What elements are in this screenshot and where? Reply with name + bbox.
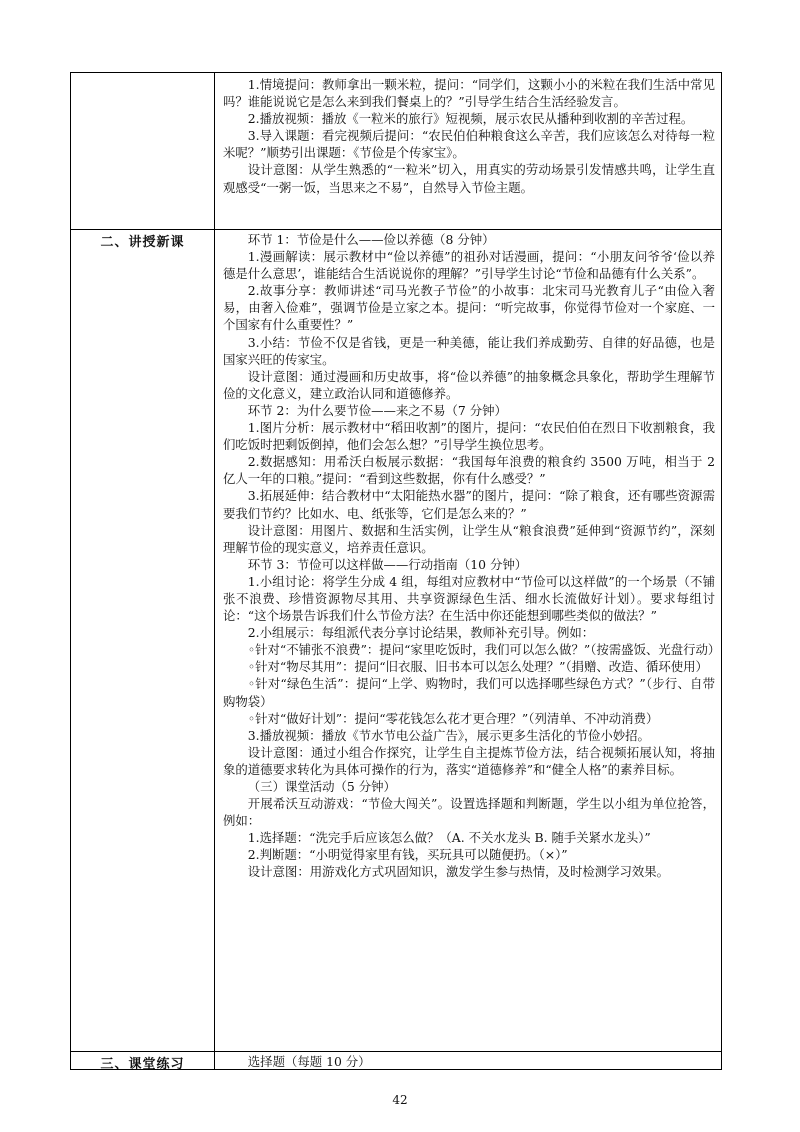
paragraph: 2.判断题：“小明觉得家里有钱，买玩具可以随便扔。（×）” — [247, 847, 568, 863]
paragraph: 3.导入课题：看完视频后提问：“农民伯伯种粮食这么辛苦，我们应该怎么对待每一粒米呢？”顺势引出课题：《节俭是个传家宝》。 — [223, 128, 715, 161]
page-number: 42 — [392, 1093, 408, 1107]
paragraph: 2.小组展示：每组派代表分享讨论结果，教师补充引导。例如： — [247, 625, 595, 641]
lesson-plan-table — [70, 72, 722, 1070]
paragraph: 2.数据感知：用希沃白板展示数据：“我国每年浪费的粮食约 3500 万吨，相当于 2 亿人一年的口粮。”提问：“看到这些数据，你有什么感受？” — [223, 454, 715, 487]
paragraph: 设计意图：通过漫画和历史故事，将“俭以养德”的抽象概念具象化，帮助学生理解节俭的文化意义，建立政治认同和道德修养。 — [223, 368, 715, 401]
row-divider — [71, 1051, 721, 1052]
exercise-cell — [223, 1053, 715, 1070]
section-label-exercise: 三、课堂练习 — [100, 1057, 185, 1072]
intro-cell — [223, 76, 715, 196]
paragraph: 3.播放视频：播放《节水节电公益广告》，展示更多生活化的节俭小妙招。 — [247, 727, 650, 743]
paragraph: 2.播放视频：播放《一粒米的旅行》短视频，展示农民从播种到收割的辛苦过程。 — [247, 111, 694, 127]
section-label-teaching: 二、讲授新课 — [100, 235, 185, 250]
row-divider — [71, 229, 721, 230]
paragraph: 开展希沃互动游戏：“节俭大闯关”。设置选择题和判断题，学生以小组为单位抢答，例如： — [223, 796, 715, 829]
list-item: ◦针对“绿色生活”：提问“上学、购物时，我们可以选择哪些绿色方式？”（步行、自带购物袋） — [223, 676, 715, 709]
paragraph: 1.小组讨论：将学生分成 4 组，每组对应教材中“节俭可以这样做”的一个场景（不铺张不浪费、珍惜资源物尽其用、共享资源绿色生活、细水长流做好计划）。要求每组讨论：“这个场景告诉我们什么节俭方法？在生活中你还能想到哪些类似的做法？” — [223, 573, 715, 624]
paragraph: 1.漫画解读：展示教材中“俭以养德”的祖孙对话漫画，提问：“小朋友问爷爷‘俭以养德是什么意思’，谁能结合生活说说你的理解？”引导学生讨论“节俭和品德有什么关系”。 — [223, 249, 715, 282]
section-heading: 环节 2：为什么要节俭——来之不易（7 分钟） — [247, 402, 507, 418]
paragraph: 1.情境提问：教师拿出一颗米粒，提问：“同学们，这颗小小的米粒在我们生活中常见吗？谁能说说它是怎么来到我们餐桌上的？”引导学生结合生活经验发言。 — [223, 77, 715, 110]
paragraph: 3.拓展延伸：结合教材中“太阳能热水器”的图片，提问：“除了粮食，还有哪些资源需要我们节约？比如水、电、纸张等，它们是怎么来的？” — [223, 488, 715, 521]
paragraph: 1.图片分析：展示教材中“稻田收割”的图片，提问：“农民伯伯在烈日下收割粮食，我们吃饭时把剩饭倒掉，他们会怎么想？”引导学生换位思考。 — [223, 420, 715, 453]
paragraph: 设计意图：用图片、数据和生活实例，让学生从“粮食浪费”延伸到“资源节约”，深刻理解节俭的现实意义，培养责任意识。 — [223, 522, 715, 555]
list-item: ◦针对“做好计划”：提问“零花钱怎么花才更合理？”（列清单、不冲动消费） — [247, 710, 659, 726]
section-heading: 环节 1：节俭是什么——俭以养德（8 分钟） — [247, 232, 495, 247]
column-divider — [214, 73, 215, 1069]
paragraph: 选择题（每题 10 分） — [247, 1054, 371, 1069]
paragraph: 设计意图：通过小组合作探究，让学生自主提炼节俭方法，结合视频拓展认知，将抽象的道德要求转化为具体可操作的行为，落实“道德修养”和“健全人格”的素养目标。 — [223, 744, 715, 777]
paragraph: 2.故事分享：教师讲述“司马光教子节俭”的小故事：北宋司马光教育儿子“由俭入奢易，由奢入俭难”，强调节俭是立家之本。提问：“听完故事，你觉得节俭对一个家庭、一个国家有什么重要性？” — [223, 283, 715, 333]
teaching-cell — [223, 231, 721, 881]
list-item: ◦针对“不铺张不浪费”：提问“家里吃饭时，我们可以怎么做？”（按需盛饭、光盘行动） — [247, 642, 721, 658]
section-heading: （三）课堂活动（5 分钟） — [247, 779, 396, 794]
paragraph: 设计意图：用游戏化方式巩固知识，激发学生参与热情，及时检测学习效果。 — [247, 864, 670, 880]
paragraph: 3.小结：节俭不仅是省钱，更是一种美德，能让我们养成勤劳、自律的好品德，也是国家兴旺的传家宝。 — [223, 334, 715, 367]
section-heading: 环节 3：节俭可以这样做——行动指南（10 分钟） — [247, 556, 528, 572]
paragraph: 1.选择题：“洗完手后应该怎么做？（A. 不关水龙头 B. 随手关紧水龙头）” — [247, 830, 651, 846]
paragraph: 设计意图：从学生熟悉的“一粒米”切入，用真实的劳动场景引发情感共鸣，让学生直观感受“一粥一饭，当思来之不易”，自然导入节俭主题。 — [223, 162, 715, 195]
list-item: ◦针对“物尽其用”：提问“旧衣服、旧书本可以怎么处理？”（捐赠、改造、循环使用） — [247, 659, 708, 675]
